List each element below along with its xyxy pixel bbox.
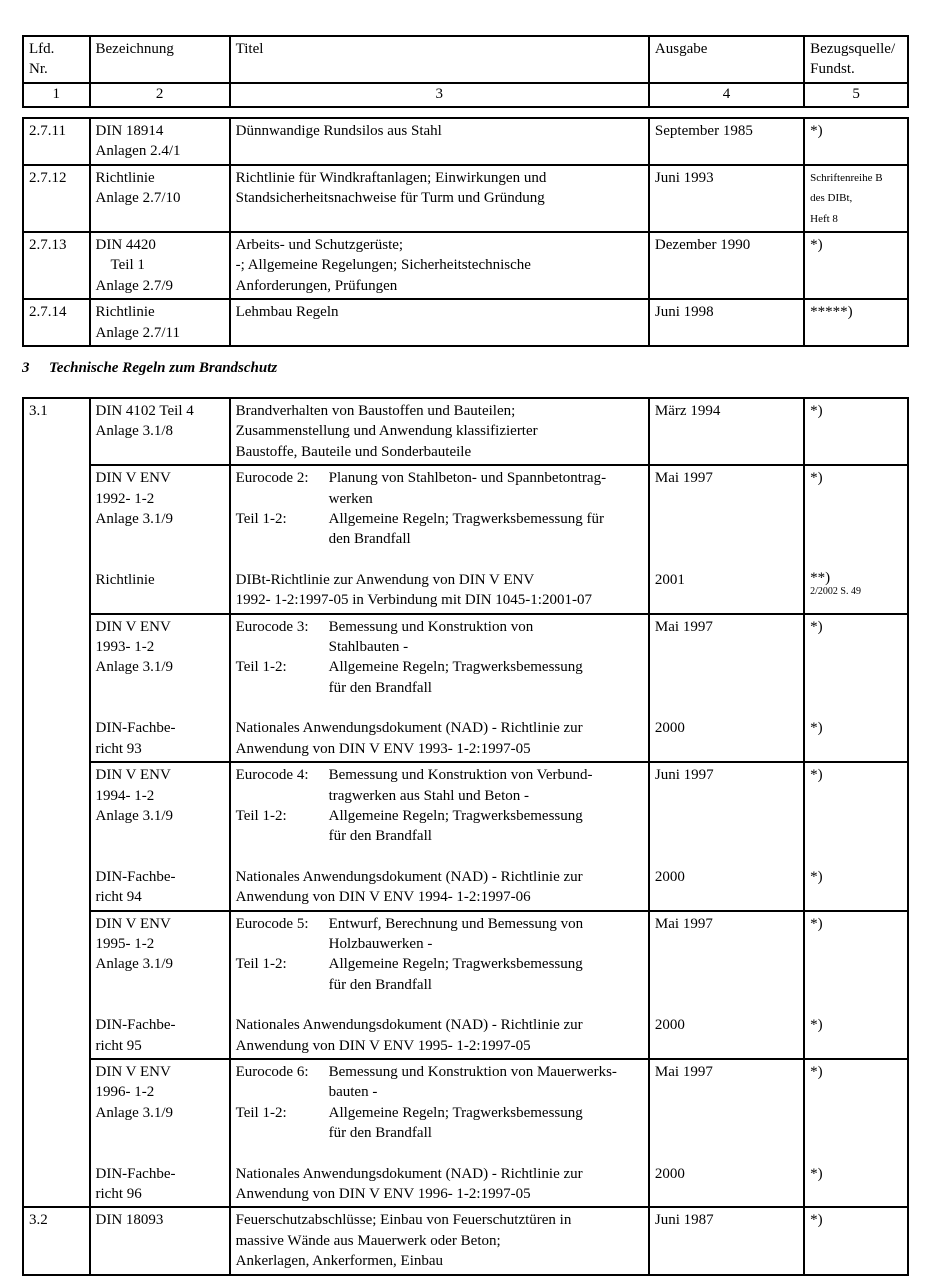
row-quelle: *) — [804, 1207, 908, 1274]
row-ausgabe: September 1985 — [649, 118, 804, 165]
row-nr: 2.7.12 — [23, 165, 90, 232]
row-titel: Lehmbau Regeln — [230, 299, 649, 346]
row-ausgabe: Mai 1997 2001 — [649, 465, 804, 613]
row-nr: 2.7.14 — [23, 299, 90, 346]
table-row — [23, 398, 908, 465]
row-nr: 2.7.11 — [23, 118, 90, 165]
row-bez: DIN V ENV 1996- 1-2 Anlage 3.1/9 DIN-Fachbe- richt 96 — [90, 1059, 230, 1207]
row-bez: DIN V ENV 1995- 1-2 Anlage 3.1/9 DIN-Fachbe- richt 95 — [90, 911, 230, 1059]
row-quelle: *) *) — [804, 614, 908, 762]
row-titel: Eurocode 5: Entwurf, Berechnung und Bemessung von Holzbauwerken - Teil 1-2: Allgemeine Regeln; Tragwerksbemessung für den Brandfall Nationales Anwendungsdokument (NAD) - Richtlinie zur Anwendung von DIN V ENV 1995- 1-2:1997-05 — [230, 911, 649, 1059]
row-titel: Richtlinie für Windkraftanlagen; Einwirkungen und Standsicherheitsnachweise für Turm und Gründung — [230, 165, 649, 232]
row-bez: DIN 18914 Anlagen 2.4/1 — [90, 118, 230, 165]
row-nr: 2.7.13 — [23, 232, 90, 299]
row-quelle: *) *) — [804, 1059, 908, 1207]
row-bez: DIN 18093 — [90, 1207, 230, 1274]
row-ausgabe: März 1994 — [649, 398, 804, 465]
row-titel: Feuerschutzabschlüsse; Einbau von Feuerschutztüren in massive Wände aus Mauerwerk oder Beton; Ankerlagen, Ankerformen, Einbau — [230, 1207, 649, 1274]
row-bez: Richtlinie Anlage 2.7/10 — [90, 165, 230, 232]
row-titel: Eurocode 3: Bemessung und Konstruktion von Stahlbauten - Teil 1-2: Allgemeine Regeln; Tragwerksbemessung für den Brandfall Nationales Anwendungsdokument (NAD) - Richtlinie zur Anwendung von DIN V ENV 1993- 1-2:1997-05 — [230, 614, 649, 762]
row-titel: Dünnwandige Rundsilos aus Stahl — [230, 118, 649, 165]
row-quelle: *) — [804, 232, 908, 299]
row-bez: DIN 4102 Teil 4 Anlage 3.1/8 — [90, 398, 230, 465]
row-titel: Eurocode 4: Bemessung und Konstruktion von Verbund- tragwerken aus Stahl und Beton - Teil 1-2: Allgemeine Regeln; Tragwerksbemessung für den Brandfall Nationales Anwendungsdokument (NAD) - Richtlinie zur Anwendung von DIN V ENV 1994- 1-2:1997-06 — [230, 762, 649, 910]
row-ausgabe: Juni 1998 — [649, 299, 804, 346]
section-3-table — [22, 397, 909, 1276]
header-col-4: Ausgabe — [649, 36, 804, 83]
row-bez: Richtlinie Anlage 2.7/11 — [90, 299, 230, 346]
header-col-5: Bezugsquelle/ Fundst. — [804, 36, 908, 83]
row-bez: DIN V ENV 1993- 1-2 Anlage 3.1/9 DIN-Fachbe- richt 93 — [90, 614, 230, 762]
header-col-3: Titel — [230, 36, 649, 83]
row-quelle: *) *) — [804, 911, 908, 1059]
table-row — [23, 614, 908, 762]
header-num-3: 3 — [230, 83, 649, 107]
table-row — [23, 299, 908, 346]
row-quelle: *) *) — [804, 762, 908, 910]
table-row — [23, 1059, 908, 1207]
header-num-2: 2 — [90, 83, 230, 107]
row-ausgabe: Juni 1987 — [649, 1207, 804, 1274]
header-col-1: Lfd. Nr. — [23, 36, 90, 83]
row-bez: DIN 4420 Teil 1 Anlage 2.7/9 — [90, 232, 230, 299]
table-row — [23, 911, 908, 1059]
row-ausgabe: Mai 1997 2000 — [649, 1059, 804, 1207]
section-27-table — [22, 117, 909, 347]
row-bez: DIN V ENV 1992- 1-2 Anlage 3.1/9 Richtlinie — [90, 465, 230, 613]
row-titel: Eurocode 2: Planung von Stahlbeton- und Spannbetontrag- werken Teil 1-2: Allgemeine Regeln; Tragwerksbemessung für den Brandfall DIBt-Richtlinie zur Anwendung von DIN V ENV 1992- 1-2:1997-05 in Verbindung mit DIN 1045-1:2001-07 — [230, 465, 649, 613]
header-col-2: Bezeichnung — [90, 36, 230, 83]
row-titel: Arbeits- und Schutzgerüste; -; Allgemeine Regelungen; Sicherheitstechnische Anforderungen, Prüfungen — [230, 232, 649, 299]
header-num-5: 5 — [804, 83, 908, 107]
table-row — [23, 232, 908, 299]
header-num-4: 4 — [649, 83, 804, 107]
row-titel: Eurocode 6: Bemessung und Konstruktion von Mauerwerks- bauten - Teil 1-2: Allgemeine Regeln; Tragwerksbemessung für den Brandfall Nationales Anwendungsdokument (NAD) - Richtlinie zur Anwendung von DIN V ENV 1996- 1-2:1997-05 — [230, 1059, 649, 1207]
row-nr-3-1: 3.1 — [23, 398, 90, 1207]
row-quelle: *) — [804, 398, 908, 465]
header-num-1: 1 — [23, 83, 90, 107]
row-quelle: *****) — [804, 299, 908, 346]
section-heading: 3 Technische Regeln zum Brandschutz — [22, 360, 278, 376]
row-ausgabe: Mai 1997 2000 — [649, 911, 804, 1059]
header-table — [22, 35, 909, 108]
row-ausgabe: Juni 1997 2000 — [649, 762, 804, 910]
table-row — [23, 165, 908, 232]
row-quelle: *) **) 2/2002 S. 49 — [804, 465, 908, 613]
row-nr: 3.2 — [23, 1207, 90, 1274]
row-bez: DIN V ENV 1994- 1-2 Anlage 3.1/9 DIN-Fachbe- richt 94 — [90, 762, 230, 910]
table-row — [23, 465, 908, 613]
row-ausgabe: Juni 1993 — [649, 165, 804, 232]
row-ausgabe: Dezember 1990 — [649, 232, 804, 299]
table-row — [23, 762, 908, 910]
row-quelle: *) — [804, 118, 908, 165]
row-ausgabe: Mai 1997 2000 — [649, 614, 804, 762]
table-row — [23, 118, 908, 165]
row-quelle: Schriftenreihe B des DIBt, Heft 8 — [804, 165, 908, 232]
row-titel: Brandverhalten von Baustoffen und Bauteilen; Zusammenstellung und Anwendung klassifizierter Baustoffe, Bauteile und Sonderbauteile — [230, 398, 649, 465]
table-row — [23, 1207, 908, 1274]
